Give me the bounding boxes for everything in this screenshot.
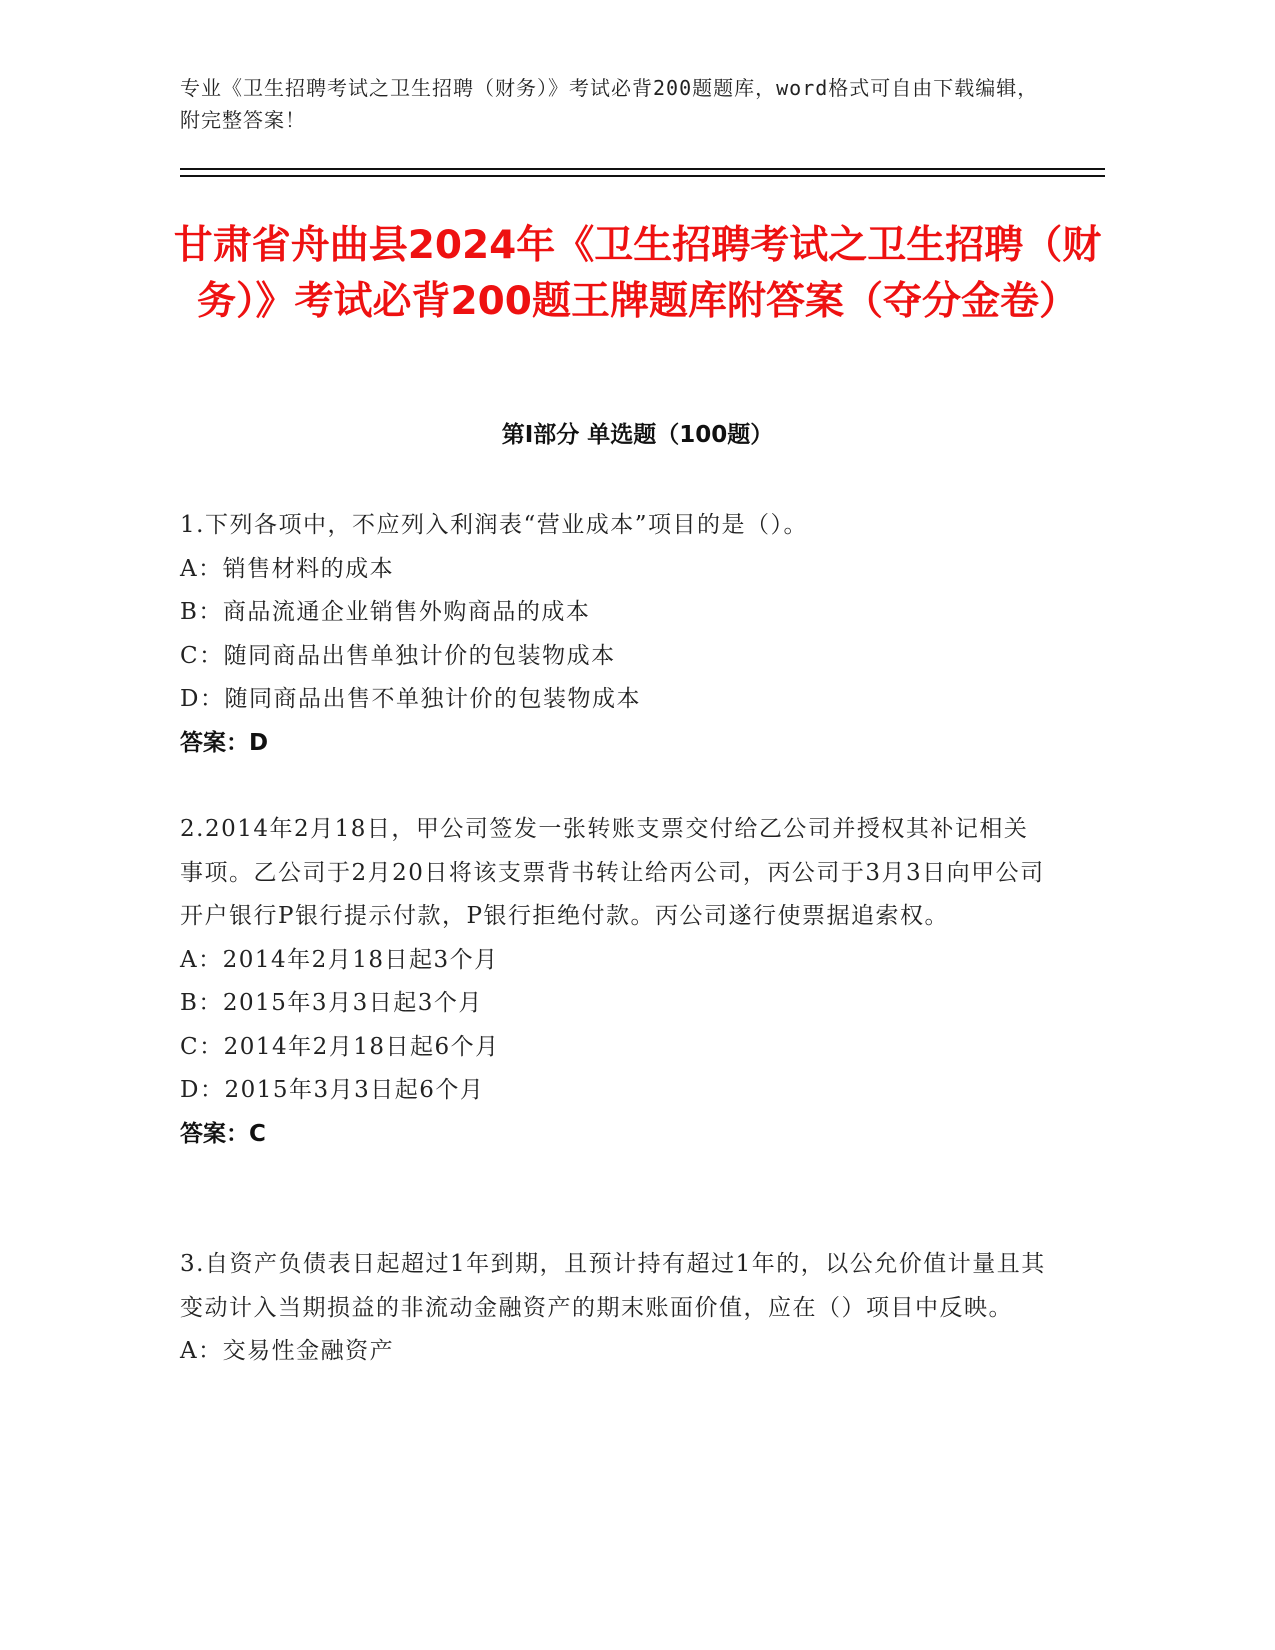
option-b: B：商品流通企业销售外购商品的成本	[180, 599, 591, 625]
option-a: A：2014年2月18日起3个月	[180, 946, 499, 973]
question-3	[180, 1243, 1050, 1374]
question-1	[180, 504, 1050, 765]
answer: 答案：D	[180, 729, 269, 756]
option-b: B：2015年3月3日起3个月	[180, 990, 483, 1016]
answer: 答案：C	[180, 1120, 266, 1147]
question-stem: 3.自资产负债表日起超过1年到期，且预计持有超过1年的，以公允价值计量且其变动计入当期损益的非流动金融资产的期末账面价值，应在（）项目中反映。	[180, 1251, 1046, 1321]
question-stem: 2.2014年2月18日，甲公司签发一张转账支票交付给乙公司并授权其补记相关事项。乙公司于2月20日将该支票背书转让给丙公司，丙公司于3月3日向甲公司开户银行P银行提示付款，P银行拒绝付款。丙公司遂行使票据追索权。	[180, 816, 1045, 929]
question-2	[180, 808, 1050, 1156]
question-stem: 1.下列各项中，不应列入利润表“营业成本”项目的是（）。	[180, 512, 808, 538]
section-heading: 第Ⅰ部分 单选题（100题）	[501, 422, 774, 448]
option-a: A：销售材料的成本	[180, 555, 395, 582]
option-d: D：随同商品出售不单独计价的包装物成本	[180, 686, 641, 712]
option-c: C：2014年2月18日起6个月	[180, 1033, 500, 1060]
header-divider-top	[180, 168, 1105, 170]
option-a: A：交易性金融资产	[180, 1338, 395, 1364]
document-title: 甘肃省舟曲县2024年《卫生招聘考试之卫生招聘（财务）》考试必背200题王牌题库附答案（夺分金卷）	[173, 223, 1102, 324]
header-divider-bottom	[180, 175, 1105, 177]
header-note: 专业《卫生招聘考试之卫生招聘（财务）》考试必背200题题库，word格式可自由下载编辑，附完整答案！	[180, 76, 1039, 132]
option-c: C：随同商品出售单独计价的包装物成本	[180, 642, 616, 669]
option-d: D：2015年3月3日起6个月	[180, 1077, 485, 1103]
